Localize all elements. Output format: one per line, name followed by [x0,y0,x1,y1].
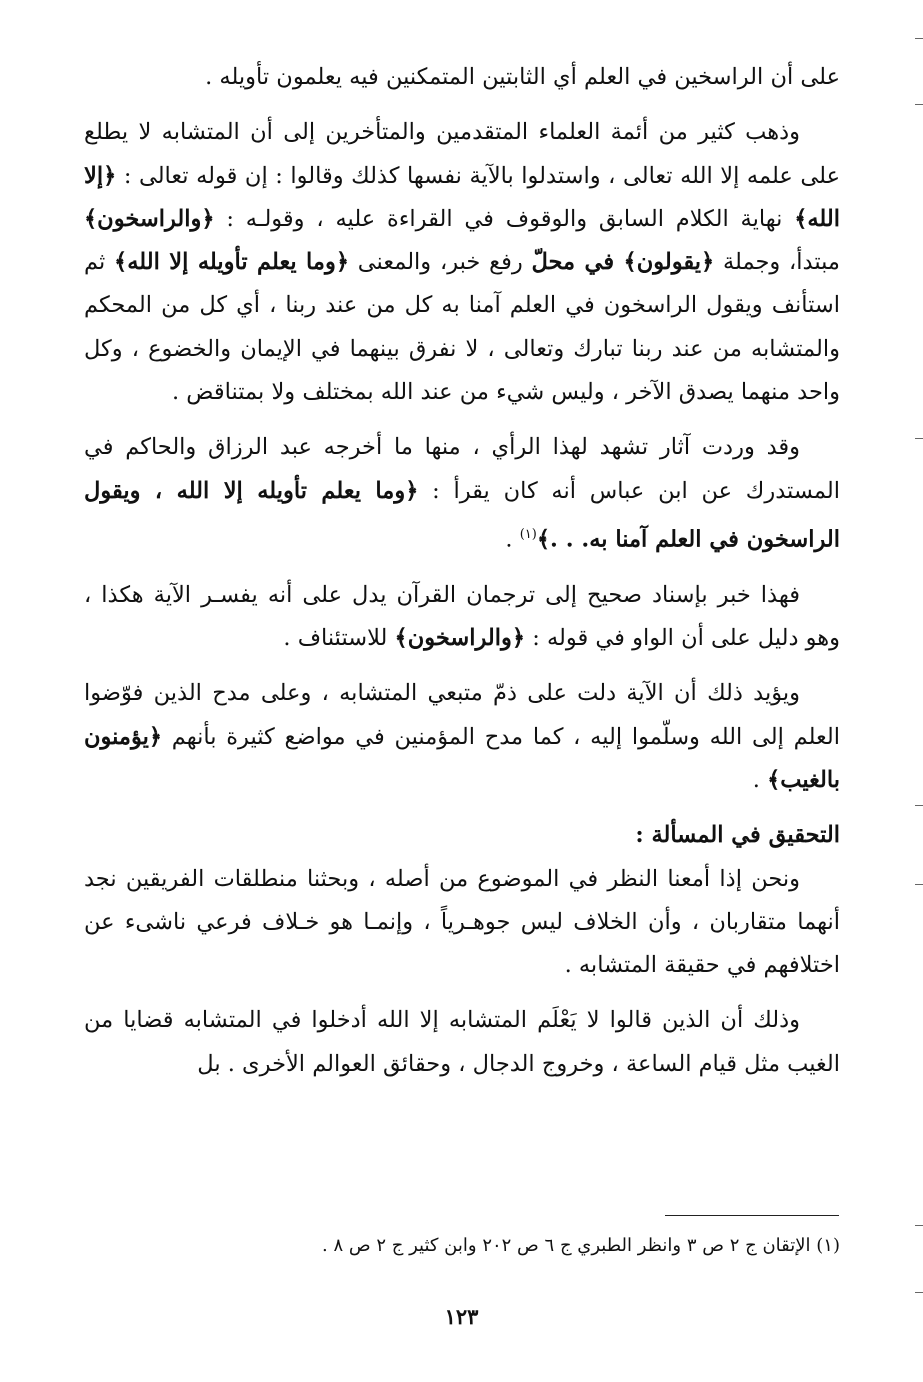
footnote-ref: (١) [519,526,537,542]
footnote-divider [665,1215,839,1216]
quran-quote: ﴿والراسخون﴾ [84,205,215,232]
paragraph-4: فهذا خبر بإسناد صحيح إلى ترجمان القرآن يدل على أنه يفسـر الآية هكذا ، وهو دليل على أن الواو في قوله : ﴿والراسخون﴾ للاستئناف . [84,581,840,652]
main-text [84,56,840,1098]
quran-quote: ﴿يؤمنون بالغيب﴾ [84,723,840,793]
paragraph-5: ويؤيد ذلك أن الآية دلت على ذمّ متبعي المتشابه ، وعلى مدح الذين فوّضوا العلم إلى الله وسلّموا إليه ، كما مدح المؤمنين في مواضع كثيرة بأنهم ﴿يؤمنون بالغيب﴾ . [84,680,840,793]
quran-quote: ﴿إلا الله﴾ [84,162,840,232]
paragraph-6: ونحن إذا أمعنا النظر في الموضوع من أصله ، وبحثنا منطلقات الفريقين نجد أنهما متقاربان ، وأن الخلاف ليس جوهـرياً ، وإنمـا هو خـلاف فرعي ناشىء عن اختلافهم في حقيقة المتشابه . [84,865,840,979]
footnote: (١) الإتقان ج ٢ ص ٣ وانظر الطبري ج ٦ ص ٢٠٢ وابن كثير ج ٢ ص ٨ . [322,1235,840,1256]
quran-quote: ﴿والراسخون﴾ [394,625,526,652]
quran-quote: ﴿يقولون﴾ في محلّ [531,249,715,276]
margin-mark [915,104,923,105]
paragraph-3: وقد وردت آثار تشهد لهذا الرأي ، منها ما أخرجه عبد الرزاق والحاكم في المستدرك عن ابن عباس أنه كان يقرأ : ﴿وما يعلم تأويله إلا الله ، ويقول الراسخون في العلم آمنا به. . .﴾$^{(١)}$ . [84,434,841,553]
paragraph-7: وذلك أن الذين قالوا لا يَعْلَم المتشابه إلا الله أدخلوا في المتشابه قضايا من الغيب مثل قيام الساعة ، وخروج الدجال ، وحقائق العوالم الأخرى . بل [84,1007,840,1077]
page-number: ١٢٣ [444,1304,479,1329]
margin-mark [915,438,923,439]
margin-mark [915,38,923,39]
margin-mark [915,1292,923,1293]
margin-mark [915,884,923,885]
paragraph-2: وذهب كثير من أئمة العلماء المتقدمين والمتأخرين إلى أن المتشابه لا يطلع على علمه إلا الله تعالى ، واستدلوا بالآية نفسها كذلك وقالوا : إن قوله تعالى : ﴿إلا الله﴾ نهاية الكلام السابق والوقوف في القراءة عليه ، وقولـه : ﴿والراسخون﴾ مبتدأ، وجملة ﴿يقولون﴾ في محلّ رفع خبر، والمعنى ﴿وما يعلم تأويله إلا الله﴾ ثم استأنف ويقول الراسخون في العلم آمنا به كل من عند ربنا ، أي كل من المحكم والمتشابه من عند ربنا تبارك وتعالى ، لا نفرق بينهما في الإيمان والخضوع ، وكل واحد منهما يصدق الآخر ، وليس شيء من عند الله بمختلف ولا بمتناقض . [84,119,840,406]
section-heading: التحقيق في المسألة : [635,822,840,849]
margin-mark [915,805,923,806]
margin-mark [915,1225,923,1226]
quran-quote: ﴿وما يعلم تأويله إلا الله﴾ [114,249,350,276]
quran-quote: ﴿وما يعلم تأويله إلا الله ، ويقول الراسخون في العلم آمنا به. . .﴾ [84,477,840,553]
paragraph-1: على أن الراسخين في العلم أي الثابتين المتمكنين فيه يعلمون تأويله . [205,64,840,90]
